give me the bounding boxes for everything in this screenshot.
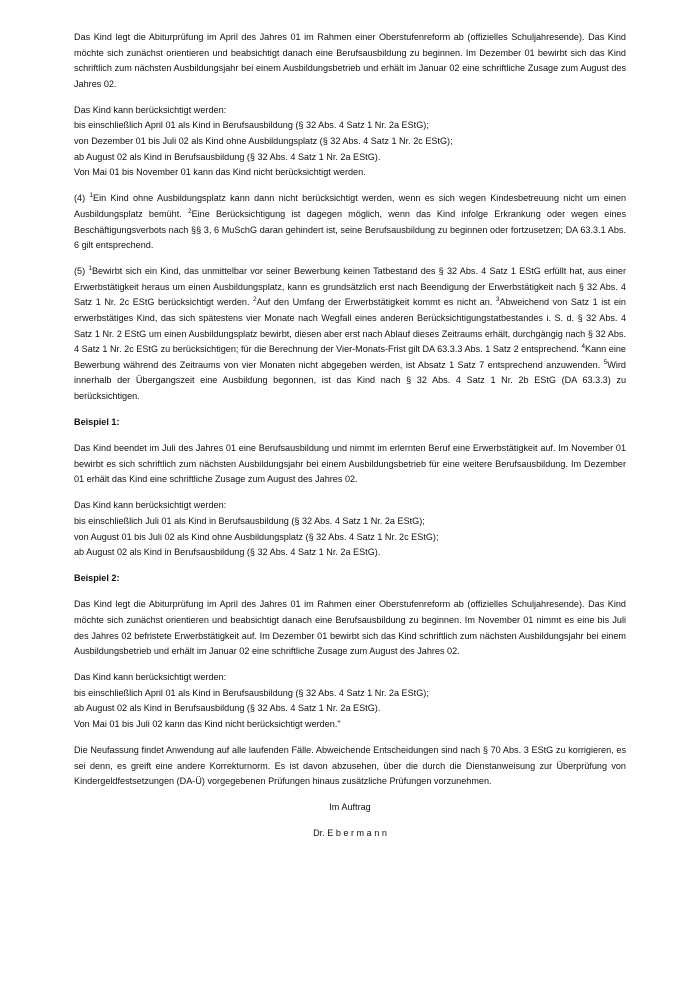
list-line: Von Mai 01 bis November 01 kann das Kind nicht berücksichtigt werden. bbox=[74, 167, 366, 178]
sentence: Bewirbt sich ein Kind, das unmittelbar vor seiner Bewerbung keinen Tatbestand des § 32 Abs. 4 Satz 1 EStG erfüllt hat, aus einer Erwerbstätigkeit heraus um einen Ausbildungsplatz, kann es grundsätzlich erst nach Beendigung der Erwerbstätigkeit nach § 32 Abs. 4 Satz 1 Nr. 2c EStG berücksichtigt werden. bbox=[74, 266, 626, 308]
consideration-list-intro bbox=[74, 103, 626, 181]
sentence-number: 2 bbox=[187, 207, 192, 215]
sentence-number: 1 bbox=[88, 265, 92, 273]
sentence: Auf den Umfang der Erwerbstätigkeit kommt es nicht an. bbox=[256, 297, 496, 308]
sentence-number: 4 bbox=[581, 343, 585, 351]
list-line: Das Kind kann berücksichtigt werden: bbox=[74, 500, 227, 511]
example-1-list bbox=[74, 498, 626, 560]
signature-im-auftrag: Im Auftrag bbox=[329, 802, 371, 813]
sentence-number: 3 bbox=[495, 296, 500, 304]
list-line: ab August 02 als Kind in Berufsausbildung (§ 32 Abs. 4 Satz 1 Nr. 2a EStG). bbox=[74, 703, 381, 714]
list-line: bis einschließlich April 01 als Kind in Berufsausbildung (§ 32 Abs. 4 Satz 1 Nr. 2a EStG); bbox=[74, 687, 429, 698]
paragraph-label: (4) bbox=[74, 193, 90, 204]
sentence: Wird innerhalb der Übergangszeit eine Ausbildung begonnen, ist das Kind nach § 32 Abs. 4 Satz 1 Nr. 2b EStG (DA 63.3.3) zu berücksichtigen. bbox=[74, 359, 626, 401]
sentence: Abweichend von Satz 1 ist ein erwerbstätiges Kind, das sich spätestens vier Monate nach Wegfall eines anderen Berücksichtigungstatbestandes i. S. d. § 32 Abs. 4 Satz 1 Nr. 2 EStG um einen Ausbildungsplatz bewirbt, diesen aber erst nach Ablauf dieses Zeitraums erhält, durchgängig nach § 32 Abs. 4 Satz 1 Nr. 2c EStG zu berücksichtigen; für die Berechnung der Vier-Monats-Frist gilt DA 63.3.3 Abs. 1 Satz 2 entsprechend. bbox=[74, 297, 626, 355]
sentence: Eine Berücksichtigung ist dagegen möglich, wenn das Kind infolge Erkrankung oder wegen eines Beschäftigungsverbots nach §§ 3, 6 MuSchG daran gehindert ist, seine Berufsausbildung zu beginnen oder fortzusetzen; DA 63.3.1 Abs. 6 gilt entsprechend. bbox=[74, 208, 626, 251]
sentence-number: 5 bbox=[603, 358, 608, 366]
example-1-heading: Beispiel 1: bbox=[74, 417, 120, 428]
paragraph-5 bbox=[74, 264, 626, 404]
list-line: Das Kind kann berücksichtigt werden: bbox=[74, 104, 227, 115]
signature-name: Dr. E b e r m a n n bbox=[313, 828, 387, 839]
list-line: bis einschließlich Juli 01 als Kind in Berufsausbildung (§ 32 Abs. 4 Satz 1 Nr. 2a EStG); bbox=[74, 516, 425, 527]
list-line: bis einschließlich April 01 als Kind in Berufsausbildung (§ 32 Abs. 4 Satz 1 Nr. 2a EStG); bbox=[74, 120, 429, 131]
sentence: Ein Kind ohne Ausbildungsplatz kann dann nicht berücksichtigt werden, wenn es sich wegen Kindesbetreuung nicht um einen Ausbildungsplatz bemüht. bbox=[74, 193, 626, 219]
paragraph-4 bbox=[74, 191, 626, 253]
list-line: Von Mai 01 bis Juli 02 kann das Kind nicht berücksichtigt werden." bbox=[74, 719, 341, 730]
example-2-list bbox=[74, 670, 626, 732]
list-line: von August 01 bis Juli 02 als Kind ohne Ausbildungsplatz (§ 32 Abs. 4 Satz 1 Nr. 2c EStG); bbox=[74, 531, 439, 542]
sentence-number: 2 bbox=[253, 296, 257, 304]
list-line: Das Kind kann berücksichtigt werden: bbox=[74, 672, 227, 683]
example-2-heading: Beispiel 2: bbox=[74, 573, 120, 584]
document-page bbox=[74, 30, 626, 852]
sentence: Kann eine Bewerbung während des Zeitraums von vier Monaten nicht abgegeben werden, ist Absatz 1 Satz 7 entsprechend anzuwenden. bbox=[74, 344, 626, 370]
list-line: von Dezember 01 bis Juli 02 als Kind ohne Ausbildungsplatz (§ 32 Abs. 4 Satz 1 Nr. 2c EStG); bbox=[74, 136, 453, 147]
example-2-text: Das Kind legt die Abiturprüfung im April des Jahres 01 im Rahmen einer Oberstufenreform ab (offizielles Schuljahresende). Das Kind möchte sich zunächst orientieren und beabsichtigt danach eine Berufsausbildung zu beginnen. Im November 01 nimmt es eine bis Juli des Jahres 02 befristete Erwerbstätigkeit auf. Im Dezember 01 bewirbt sich das Kind schriftlich zum nächsten Ausbildungsjahr bei einem Ausbildungsbetrieb und erhält im Januar 02 eine schriftliche Zusage zum August des Jahres 02. bbox=[74, 599, 626, 657]
closing-paragraph: Die Neufassung findet Anwendung auf alle laufenden Fälle. Abweichende Entscheidungen sind nach § 70 Abs. 3 EStG zu korrigieren, es sei denn, es greift eine andere Korrekturnorm. Es ist davon abzusehen, über die durch die Dienstanweisung zur Überprüfung von Kindergeldfestsetzungen (DA-Ü) vorgegebenen Prüfungen hinaus zusätzliche Prüfungen vorzunehmen. bbox=[74, 745, 626, 787]
list-line: ab August 02 als Kind in Berufsausbildung (§ 32 Abs. 4 Satz 1 Nr. 2a EStG). bbox=[74, 151, 381, 162]
example-1-text: Das Kind beendet im Juli des Jahres 01 eine Berufsausbildung und nimmt im erlernten Beruf eine Erwerbstätigkeit auf. Im November 01 bewirbt es sich schriftlich zum nächsten Ausbildungsjahr bei einem Ausbildungsbetrieb für eine weitere Berufsausbildung. Im Dezember 01 erhält das Kind eine schriftliche Zusage zum August des Jahres 02. bbox=[74, 443, 626, 485]
paragraph-label: (5) bbox=[74, 266, 89, 277]
list-line: ab August 02 als Kind in Berufsausbildung (§ 32 Abs. 4 Satz 1 Nr. 2a EStG). bbox=[74, 547, 381, 558]
sentence-number: 1 bbox=[89, 192, 94, 200]
intro-paragraph: Das Kind legt die Abiturprüfung im April des Jahres 01 im Rahmen einer Oberstufenreform ab (offizielles Schuljahresende). Das Kind möchte sich zunächst orientieren und beabsichtigt danach eine Berufsausbildung zu beginnen. Im Dezember 01 bewirbt sich das Kind schriftlich zum nächsten Ausbildungsjahr bei einem Ausbildungsbetrieb und erhält im Januar 02 eine schriftliche Zusage zum August des Jahres 02. bbox=[74, 32, 626, 89]
